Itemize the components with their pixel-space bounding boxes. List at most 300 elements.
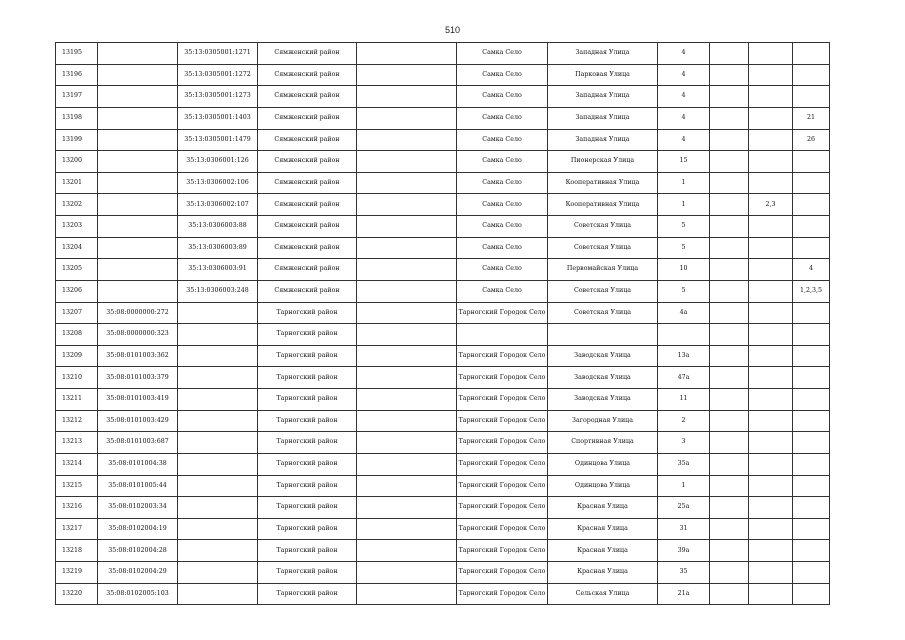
row-number-cell: 13197 [56, 86, 98, 108]
table-row [56, 583, 830, 605]
settlement-cell [357, 107, 457, 129]
building-cell [710, 432, 749, 454]
cadastral-number-alt-cell [178, 583, 258, 605]
cadastral-number-cell: 35:08:0101004:38 [98, 453, 178, 475]
house-cell: 4 [658, 64, 710, 86]
settlement-cell [357, 216, 457, 238]
house-cell: 1 [658, 172, 710, 194]
cadastral-number-cell [98, 172, 178, 194]
structure-cell [749, 410, 793, 432]
settlement-cell [357, 129, 457, 151]
street-cell [548, 324, 658, 346]
cadastral-number-alt-cell [178, 453, 258, 475]
row-number-cell: 13216 [56, 497, 98, 519]
table-row [56, 367, 830, 389]
table-row [56, 172, 830, 194]
cadastral-number-cell: 35:08:0102004:19 [98, 518, 178, 540]
district-cell: Сямженский район [258, 43, 357, 65]
structure-cell [749, 367, 793, 389]
settlement-cell [357, 389, 457, 411]
cadastral-number-cell [98, 259, 178, 281]
street-cell: Сельская Улица [548, 583, 658, 605]
row-number-cell: 13218 [56, 540, 98, 562]
settlement-cell [357, 172, 457, 194]
building-cell [710, 237, 749, 259]
district-cell: Тарногский район [258, 345, 357, 367]
page-number: 510 [444, 25, 461, 35]
cadastral-number-alt-cell [178, 518, 258, 540]
locality-cell: Тарногский Городок Село [457, 367, 548, 389]
apartment-cell [793, 345, 830, 367]
house-cell: 5 [658, 237, 710, 259]
table-row [56, 43, 830, 65]
district-cell: Тарногский район [258, 562, 357, 584]
apartment-cell [793, 43, 830, 65]
cadastral-number-cell: 35:08:0000000:272 [98, 302, 178, 324]
locality-cell: Самка Село [457, 107, 548, 129]
cadastral-number-cell: 35:08:0102005:103 [98, 583, 178, 605]
table-row [56, 540, 830, 562]
cadastral-number-alt-cell: 35:13:0306003:248 [178, 280, 258, 302]
building-cell [710, 86, 749, 108]
table-row [56, 475, 830, 497]
street-cell: Кооперативная Улица [548, 172, 658, 194]
apartment-cell [793, 151, 830, 173]
district-cell: Сямженский район [258, 194, 357, 216]
row-number-cell: 13215 [56, 475, 98, 497]
district-cell: Тарногский район [258, 453, 357, 475]
building-cell [710, 194, 749, 216]
structure-cell [749, 389, 793, 411]
house-cell [658, 324, 710, 346]
settlement-cell [357, 562, 457, 584]
apartment-cell [793, 324, 830, 346]
table-row [56, 410, 830, 432]
district-cell: Тарногский район [258, 518, 357, 540]
house-cell: 10 [658, 259, 710, 281]
apartment-cell [793, 453, 830, 475]
locality-cell: Тарногский Городок Село [457, 345, 548, 367]
row-number-cell: 13198 [56, 107, 98, 129]
structure-cell [749, 259, 793, 281]
cadastral-number-alt-cell [178, 324, 258, 346]
cadastral-number-alt-cell [178, 475, 258, 497]
street-cell: Советская Улица [548, 237, 658, 259]
settlement-cell [357, 540, 457, 562]
cadastral-number-cell: 35:08:0102004:29 [98, 562, 178, 584]
locality-cell: Тарногский Городок Село [457, 453, 548, 475]
house-cell: 1 [658, 194, 710, 216]
settlement-cell [357, 151, 457, 173]
cadastral-number-alt-cell [178, 367, 258, 389]
structure-cell [749, 129, 793, 151]
settlement-cell [357, 280, 457, 302]
apartment-cell: 21 [793, 107, 830, 129]
district-cell: Тарногский район [258, 324, 357, 346]
cadastral-number-cell: 35:08:0102003:34 [98, 497, 178, 519]
district-cell: Тарногский район [258, 389, 357, 411]
settlement-cell [357, 367, 457, 389]
row-number-cell: 13208 [56, 324, 98, 346]
table-row [56, 562, 830, 584]
building-cell [710, 302, 749, 324]
row-number-cell: 13195 [56, 43, 98, 65]
district-cell: Тарногский район [258, 432, 357, 454]
cadastral-number-cell [98, 216, 178, 238]
street-cell: Заводская Улица [548, 367, 658, 389]
table-row [56, 194, 830, 216]
apartment-cell [793, 410, 830, 432]
apartment-cell [793, 194, 830, 216]
building-cell [710, 497, 749, 519]
district-cell: Сямженский район [258, 129, 357, 151]
building-cell [710, 129, 749, 151]
house-cell: 2 [658, 410, 710, 432]
cadastral-number-alt-cell: 35:13:0306003:91 [178, 259, 258, 281]
settlement-cell [357, 302, 457, 324]
structure-cell [749, 151, 793, 173]
table-row [56, 453, 830, 475]
district-cell: Сямженский район [258, 216, 357, 238]
apartment-cell [793, 497, 830, 519]
house-cell: 21а [658, 583, 710, 605]
house-cell: 1 [658, 475, 710, 497]
settlement-cell [357, 432, 457, 454]
street-cell: Заводская Улица [548, 345, 658, 367]
row-number-cell: 13219 [56, 562, 98, 584]
building-cell [710, 583, 749, 605]
locality-cell: Самка Село [457, 237, 548, 259]
structure-cell [749, 64, 793, 86]
district-cell: Тарногский район [258, 367, 357, 389]
settlement-cell [357, 64, 457, 86]
table-row [56, 389, 830, 411]
street-cell: Западная Улица [548, 86, 658, 108]
structure-cell [749, 302, 793, 324]
structure-cell [749, 540, 793, 562]
locality-cell: Самка Село [457, 259, 548, 281]
row-number-cell: 13199 [56, 129, 98, 151]
cadastral-number-alt-cell [178, 540, 258, 562]
structure-cell [749, 475, 793, 497]
house-cell: 13а [658, 345, 710, 367]
cadastral-number-cell [98, 129, 178, 151]
cadastral-number-cell: 35:08:0101005:44 [98, 475, 178, 497]
district-cell: Тарногский район [258, 475, 357, 497]
cadastral-number-cell [98, 151, 178, 173]
apartment-cell [793, 432, 830, 454]
apartment-cell [793, 302, 830, 324]
cadastral-number-alt-cell [178, 497, 258, 519]
apartment-cell [793, 216, 830, 238]
structure-cell [749, 86, 793, 108]
district-cell: Сямженский район [258, 107, 357, 129]
building-cell [710, 259, 749, 281]
apartment-cell [793, 86, 830, 108]
cadastral-number-cell: 35:08:0102004:28 [98, 540, 178, 562]
apartment-cell [793, 475, 830, 497]
row-number-cell: 13202 [56, 194, 98, 216]
building-cell [710, 64, 749, 86]
district-cell: Тарногский район [258, 583, 357, 605]
building-cell [710, 280, 749, 302]
locality-cell: Тарногский Городок Село [457, 389, 548, 411]
house-cell: 4а [658, 302, 710, 324]
street-cell: Парковая Улица [548, 64, 658, 86]
row-number-cell: 13196 [56, 64, 98, 86]
house-cell: 4 [658, 43, 710, 65]
table-row [56, 302, 830, 324]
row-number-cell: 13214 [56, 453, 98, 475]
cadastral-number-cell [98, 64, 178, 86]
table-row [56, 86, 830, 108]
district-cell: Тарногский район [258, 410, 357, 432]
building-cell [710, 107, 749, 129]
apartment-cell: 1,2,3,5 [793, 280, 830, 302]
row-number-cell: 13201 [56, 172, 98, 194]
row-number-cell: 13203 [56, 216, 98, 238]
house-cell: 5 [658, 280, 710, 302]
table-row [56, 237, 830, 259]
settlement-cell [357, 453, 457, 475]
street-cell: Красная Улица [548, 562, 658, 584]
building-cell [710, 345, 749, 367]
settlement-cell [357, 345, 457, 367]
street-cell: Первомайская Улица [548, 259, 658, 281]
locality-cell: Самка Село [457, 64, 548, 86]
table-row [56, 280, 830, 302]
cadastral-number-cell [98, 43, 178, 65]
locality-cell [457, 324, 548, 346]
district-cell: Сямженский район [258, 259, 357, 281]
house-cell: 47а [658, 367, 710, 389]
cadastral-number-alt-cell: 35:13:0306003:89 [178, 237, 258, 259]
structure-cell [749, 562, 793, 584]
district-cell: Сямженский район [258, 237, 357, 259]
table-row [56, 497, 830, 519]
table-row [56, 216, 830, 238]
cadastral-number-alt-cell: 35:13:0305001:1479 [178, 129, 258, 151]
locality-cell: Тарногский Городок Село [457, 432, 548, 454]
house-cell: 5 [658, 216, 710, 238]
apartment-cell [793, 518, 830, 540]
district-cell: Сямженский район [258, 86, 357, 108]
locality-cell: Самка Село [457, 151, 548, 173]
row-number-cell: 13211 [56, 389, 98, 411]
street-cell: Советская Улица [548, 280, 658, 302]
locality-cell: Тарногский Городок Село [457, 302, 548, 324]
settlement-cell [357, 583, 457, 605]
cadastral-number-alt-cell: 35:13:0305001:1403 [178, 107, 258, 129]
settlement-cell [357, 43, 457, 65]
cadastral-number-alt-cell [178, 389, 258, 411]
cadastral-number-alt-cell: 35:13:0306001:126 [178, 151, 258, 173]
street-cell: Советская Улица [548, 216, 658, 238]
building-cell [710, 453, 749, 475]
settlement-cell [357, 194, 457, 216]
cadastral-number-alt-cell: 35:13:0306003:88 [178, 216, 258, 238]
street-cell: Одинцова Улица [548, 475, 658, 497]
street-cell: Красная Улица [548, 540, 658, 562]
structure-cell [749, 43, 793, 65]
row-number-cell: 13212 [56, 410, 98, 432]
settlement-cell [357, 324, 457, 346]
district-cell: Тарногский район [258, 540, 357, 562]
cadastral-number-cell [98, 194, 178, 216]
row-number-cell: 13200 [56, 151, 98, 173]
cadastral-number-alt-cell: 35:13:0306002:107 [178, 194, 258, 216]
structure-cell [749, 497, 793, 519]
row-number-cell: 13207 [56, 302, 98, 324]
street-cell: Советская Улица [548, 302, 658, 324]
structure-cell [749, 345, 793, 367]
structure-cell [749, 216, 793, 238]
building-cell [710, 216, 749, 238]
table-row [56, 107, 830, 129]
cadastral-number-alt-cell [178, 432, 258, 454]
street-cell: Заводская Улица [548, 389, 658, 411]
house-cell: 4 [658, 86, 710, 108]
structure-cell [749, 280, 793, 302]
building-cell [710, 562, 749, 584]
street-cell: Западная Улица [548, 43, 658, 65]
street-cell: Кооперативная Улица [548, 194, 658, 216]
house-cell: 31 [658, 518, 710, 540]
structure-cell [749, 432, 793, 454]
cadastral-number-alt-cell: 35:13:0305001:1273 [178, 86, 258, 108]
locality-cell: Тарногский Городок Село [457, 562, 548, 584]
cadastral-number-cell: 35:08:0000000:323 [98, 324, 178, 346]
building-cell [710, 518, 749, 540]
street-cell: Западная Улица [548, 129, 658, 151]
cadastral-number-alt-cell: 35:13:0305001:1271 [178, 43, 258, 65]
building-cell [710, 172, 749, 194]
district-cell: Тарногский район [258, 497, 357, 519]
structure-cell [749, 172, 793, 194]
table-row [56, 432, 830, 454]
settlement-cell [357, 237, 457, 259]
locality-cell: Тарногский Городок Село [457, 540, 548, 562]
cadastral-number-cell [98, 280, 178, 302]
house-cell: 4 [658, 129, 710, 151]
settlement-cell [357, 259, 457, 281]
house-cell: 25а [658, 497, 710, 519]
cadastral-number-cell: 35:08:0101003:429 [98, 410, 178, 432]
row-number-cell: 13209 [56, 345, 98, 367]
locality-cell: Самка Село [457, 129, 548, 151]
table-row [56, 151, 830, 173]
apartment-cell [793, 237, 830, 259]
district-cell: Сямженский район [258, 280, 357, 302]
settlement-cell [357, 475, 457, 497]
cadastral-number-alt-cell: 35:13:0306002:106 [178, 172, 258, 194]
district-cell: Тарногский район [258, 302, 357, 324]
locality-cell: Тарногский Городок Село [457, 475, 548, 497]
apartment-cell [793, 389, 830, 411]
cadastral-number-cell [98, 86, 178, 108]
locality-cell: Самка Село [457, 43, 548, 65]
registry-table [55, 42, 830, 605]
row-number-cell: 13213 [56, 432, 98, 454]
street-cell: Красная Улица [548, 497, 658, 519]
structure-cell [749, 583, 793, 605]
house-cell: 11 [658, 389, 710, 411]
house-cell: 35 [658, 562, 710, 584]
street-cell: Загородная Улица [548, 410, 658, 432]
house-cell: 15 [658, 151, 710, 173]
settlement-cell [357, 86, 457, 108]
table-row [56, 324, 830, 346]
cadastral-number-cell: 35:08:0101003:687 [98, 432, 178, 454]
row-number-cell: 13220 [56, 583, 98, 605]
cadastral-number-cell [98, 107, 178, 129]
table-row [56, 518, 830, 540]
cadastral-number-cell: 35:08:0101003:419 [98, 389, 178, 411]
apartment-cell [793, 583, 830, 605]
apartment-cell [793, 172, 830, 194]
building-cell [710, 367, 749, 389]
apartment-cell [793, 540, 830, 562]
structure-cell [749, 324, 793, 346]
building-cell [710, 324, 749, 346]
settlement-cell [357, 497, 457, 519]
locality-cell: Тарногский Городок Село [457, 583, 548, 605]
street-cell: Красная Улица [548, 518, 658, 540]
street-cell: Пионерская Улица [548, 151, 658, 173]
locality-cell: Тарногский Городок Село [457, 497, 548, 519]
apartment-cell [793, 367, 830, 389]
structure-cell [749, 107, 793, 129]
settlement-cell [357, 518, 457, 540]
registry-body [56, 43, 830, 605]
house-cell: 35а [658, 453, 710, 475]
street-cell: Спортивная Улица [548, 432, 658, 454]
cadastral-number-alt-cell: 35:13:0305001:1272 [178, 64, 258, 86]
cadastral-number-alt-cell [178, 302, 258, 324]
house-cell: 4 [658, 107, 710, 129]
row-number-cell: 13204 [56, 237, 98, 259]
district-cell: Сямженский район [258, 64, 357, 86]
cadastral-number-cell: 35:08:0101003:362 [98, 345, 178, 367]
building-cell [710, 43, 749, 65]
cadastral-number-cell [98, 237, 178, 259]
row-number-cell: 13206 [56, 280, 98, 302]
cadastral-number-alt-cell [178, 562, 258, 584]
locality-cell: Самка Село [457, 172, 548, 194]
cadastral-number-cell: 35:08:0101003:379 [98, 367, 178, 389]
apartment-cell [793, 562, 830, 584]
building-cell [710, 410, 749, 432]
table-row [56, 345, 830, 367]
table-row [56, 259, 830, 281]
row-number-cell: 13205 [56, 259, 98, 281]
apartment-cell: 4 [793, 259, 830, 281]
apartment-cell [793, 64, 830, 86]
house-cell: 39а [658, 540, 710, 562]
row-number-cell: 13210 [56, 367, 98, 389]
locality-cell: Самка Село [457, 280, 548, 302]
row-number-cell: 13217 [56, 518, 98, 540]
settlement-cell [357, 410, 457, 432]
locality-cell: Тарногский Городок Село [457, 410, 548, 432]
structure-cell [749, 453, 793, 475]
locality-cell: Самка Село [457, 194, 548, 216]
table-row [56, 64, 830, 86]
building-cell [710, 389, 749, 411]
apartment-cell: 26 [793, 129, 830, 151]
locality-cell: Тарногский Городок Село [457, 518, 548, 540]
cadastral-number-alt-cell [178, 410, 258, 432]
